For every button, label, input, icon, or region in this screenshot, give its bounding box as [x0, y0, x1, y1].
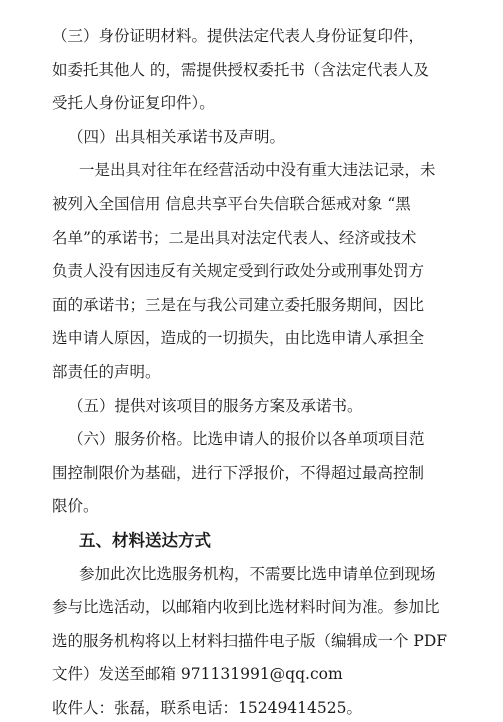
text-line: 一是出具对往年在经营活动中没有重大违法记录，未: [79, 161, 436, 179]
text-line: 选的服务机构将以上材料扫描件电子版（编辑成一个 PDF: [52, 632, 448, 650]
text-line: （五）提供对该项目的服务方案及承诺书。: [68, 397, 363, 415]
text-line: 部责任的声明。: [52, 363, 161, 381]
section-heading: 五、材料送达方式: [79, 531, 211, 550]
text-line: 如委托其他人 的，需提供授权委托书（含法定代表人及: [52, 61, 429, 79]
text-line: 限价。: [52, 497, 99, 515]
text-line: 文件）发送至邮箱 971131991@qq.com: [52, 665, 343, 683]
text-line: 名单”的承诺书；二是出具对法定代表人、经济或技术: [52, 229, 417, 247]
text-line: 收件人：张磊，联系电话：15249414525。: [52, 699, 362, 717]
text-line: 被列入全国信用 信息共享平台失信联合惩戒对象 “黑: [52, 195, 411, 213]
text-line: 选申请人原因，造成的一切损失，由比选申请人承担全: [52, 329, 425, 347]
text-line: 围控制限价为基础，进行下浮报价，不得超过最高控制: [52, 464, 425, 482]
text-line: （六）服务价格。比选申请人的报价以各单项项目范: [68, 430, 425, 448]
text-line: 参与比选活动，以邮箱内收到比选材料时间为准。参加比: [52, 598, 440, 616]
text-line: 受托人身份证复印件）。: [52, 94, 215, 112]
text-line: 参加此次比选服务机构，不需要比选申请单位到现场: [79, 565, 436, 583]
text-line: （三）身份证明材料。提供法定代表人身份证复印件，: [52, 27, 425, 45]
text-line: （四）出具相关承诺书及声明。: [68, 128, 286, 146]
text-line: 面的承诺书；三是在与我公司建立委托服务期间，因比: [52, 296, 425, 314]
text-line: 负责人没有因违反有关规定受到行政处分或刑事处罚方: [52, 262, 425, 280]
